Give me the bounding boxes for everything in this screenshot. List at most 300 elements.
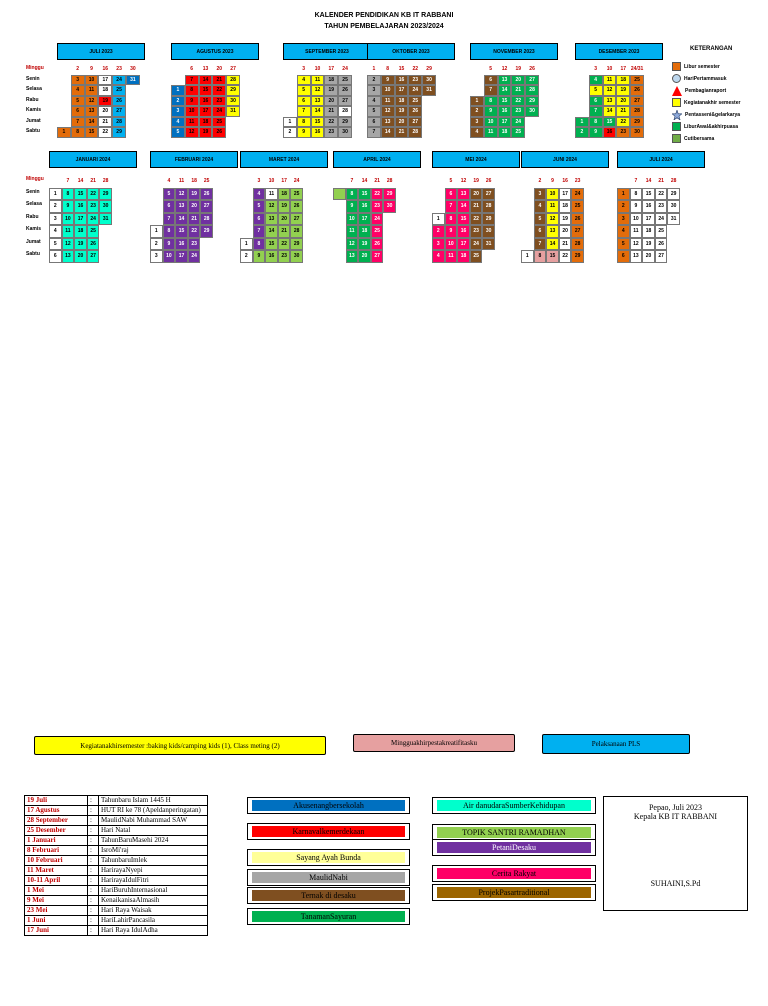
pls-box: Pelaksanaan PLS bbox=[542, 734, 690, 754]
calendar-day: 20 bbox=[511, 75, 525, 86]
calendar-day: 4 bbox=[297, 75, 311, 86]
calendar-day: 29 bbox=[482, 213, 495, 226]
calendar-day: 15 bbox=[603, 117, 617, 128]
holiday-row bbox=[25, 816, 208, 826]
calendar-day: 7 bbox=[253, 225, 266, 238]
calendar-day: 22 bbox=[371, 188, 384, 201]
calendar-day: 16 bbox=[395, 75, 409, 86]
calendar-day: 3 bbox=[150, 250, 163, 263]
calendar-day: 25 bbox=[112, 85, 126, 96]
day-label: Rabu bbox=[26, 213, 39, 220]
calendar-day: 20 bbox=[559, 225, 572, 238]
calendar-day: 18 bbox=[74, 225, 87, 238]
calendar-day: 7 bbox=[163, 213, 176, 226]
calendar-day: 29 bbox=[226, 85, 240, 96]
calendar-day: 17 bbox=[498, 117, 512, 128]
calendar-day: 25 bbox=[203, 178, 210, 185]
calendar-day: 10 bbox=[484, 117, 498, 128]
calendar-day: 6 bbox=[589, 96, 603, 107]
calendar-day: 3 bbox=[367, 85, 381, 96]
calendar-day: 11 bbox=[445, 250, 458, 263]
calendar-day: 22 bbox=[655, 188, 668, 201]
calendar-day: 18 bbox=[324, 75, 338, 86]
separator: : bbox=[88, 826, 99, 836]
calendar-day: 29 bbox=[525, 96, 539, 107]
calendar-day: 14 bbox=[603, 106, 617, 117]
calendar-day: 18 bbox=[498, 127, 512, 138]
calendar-day: 17 bbox=[175, 250, 188, 263]
calendar-day: 23 bbox=[324, 127, 338, 138]
holiday-row bbox=[25, 916, 208, 926]
legend-label: Kegiatanakhir semester bbox=[684, 99, 741, 106]
holiday-name: HUT RI ke 78 (Apeldanperingatan) bbox=[99, 806, 208, 816]
calendar-day: 11 bbox=[346, 225, 359, 238]
calendar-day: 3 bbox=[594, 66, 598, 73]
calendar-day: 3 bbox=[71, 75, 85, 86]
calendar-day: 10 bbox=[606, 66, 613, 73]
calendar-day: 16 bbox=[199, 96, 213, 107]
day-label: Senin bbox=[26, 188, 40, 195]
calendar-day: 17 bbox=[328, 66, 335, 73]
calendar-day: 29 bbox=[290, 238, 303, 251]
holiday-name: MaulidNabi Muhammad SAW bbox=[99, 816, 208, 826]
calendar-day: 9 bbox=[90, 66, 93, 73]
calendar-day: 28 bbox=[670, 178, 677, 185]
calendar-day: 19 bbox=[324, 85, 338, 96]
calendar-day: 4 bbox=[432, 250, 445, 263]
calendar-day: 23 bbox=[278, 250, 291, 263]
calendar-day: 7 bbox=[297, 106, 311, 117]
theme-label: Sayang Ayah Bunda bbox=[252, 852, 405, 863]
calendar-day: 24 bbox=[87, 213, 100, 226]
holiday-name: HariLahirPancasila bbox=[99, 916, 208, 926]
calendar-day: 7 bbox=[185, 75, 199, 86]
calendar-day: 15 bbox=[358, 188, 371, 201]
calendar-day: 21 bbox=[98, 117, 112, 128]
calendar-day: 29 bbox=[383, 188, 396, 201]
calendar-day: 4 bbox=[534, 200, 547, 213]
theme-box bbox=[247, 887, 410, 904]
separator: : bbox=[88, 906, 99, 916]
calendar-day: 17 bbox=[74, 213, 87, 226]
holiday-table bbox=[24, 795, 208, 936]
month-header: JUNI 2024 bbox=[521, 151, 609, 168]
calendar-day: 18 bbox=[191, 178, 197, 185]
calendar-day: 27 bbox=[525, 75, 539, 86]
calendar-day: 14 bbox=[498, 85, 512, 96]
holiday-date: 1 Januari bbox=[25, 836, 88, 846]
calendar-day: 15 bbox=[311, 117, 325, 128]
color-swatch bbox=[672, 98, 681, 107]
calendar-day: 16 bbox=[102, 66, 109, 73]
calendar-day: 15 bbox=[642, 188, 655, 201]
calendar-day: 21 bbox=[559, 238, 572, 251]
calendar-day: 12 bbox=[603, 85, 617, 96]
calendar-day: 5 bbox=[449, 178, 453, 185]
calendar-day: 22 bbox=[412, 66, 419, 73]
calendar-day: 19 bbox=[395, 106, 409, 117]
calendar-day: 7 bbox=[350, 178, 354, 185]
calendar-day: 16 bbox=[265, 250, 278, 263]
day-label: Jumat bbox=[26, 238, 41, 245]
calendar-day: 15 bbox=[175, 225, 188, 238]
holiday-date: 23 Mei bbox=[25, 906, 88, 916]
calendar-day: 1 bbox=[470, 96, 484, 107]
calendar-day: 15 bbox=[199, 85, 213, 96]
calendar-day: 8 bbox=[185, 85, 199, 96]
calendar-day: 2 bbox=[432, 225, 445, 238]
calendar-day: 22 bbox=[188, 225, 201, 238]
calendar-day: 28 bbox=[630, 106, 644, 117]
calendar-day: 2 bbox=[617, 200, 630, 213]
calendar-day: 28 bbox=[408, 127, 422, 138]
calendar-day: 17 bbox=[620, 66, 627, 73]
calendar-day: 24 bbox=[655, 213, 668, 226]
holiday-row bbox=[25, 866, 208, 876]
calendar-day: 6 bbox=[163, 200, 176, 213]
calendar-day: 11 bbox=[85, 85, 99, 96]
end-semester-activities-box: Kegiatanakhirsemester :baking kids/camping kids (1), Class meting (2) bbox=[34, 736, 326, 755]
calendar-day: 4 bbox=[470, 127, 484, 138]
calendar-day: 5 bbox=[253, 200, 266, 213]
month-header: SEPTEMBER 2023 bbox=[283, 43, 371, 60]
calendar-day: 25 bbox=[338, 75, 352, 86]
calendar-day: 1 bbox=[617, 188, 630, 201]
calendar-day: 14 bbox=[85, 117, 99, 128]
holiday-date: 10 Februari bbox=[25, 856, 88, 866]
calendar-day: 8 bbox=[62, 188, 75, 201]
calendar-day: 3 bbox=[617, 213, 630, 226]
calendar-day: 23 bbox=[188, 238, 201, 251]
calendar-day: 5 bbox=[489, 66, 493, 73]
calendar-day: 13 bbox=[381, 117, 395, 128]
holiday-name: IsroMi'raj bbox=[99, 846, 208, 856]
calendar-day: 4 bbox=[171, 117, 185, 128]
calendar-day: 20 bbox=[98, 106, 112, 117]
calendar-day: 8 bbox=[534, 250, 547, 263]
month-header: APRIL 2024 bbox=[333, 151, 421, 168]
calendar-day: 21 bbox=[658, 178, 664, 185]
separator: : bbox=[88, 916, 99, 926]
separator: : bbox=[88, 856, 99, 866]
calendar-day: 1 bbox=[171, 85, 185, 96]
calendar-day: 8 bbox=[297, 117, 311, 128]
calendar-day: 3 bbox=[302, 66, 306, 73]
calendar-day: 6 bbox=[253, 213, 266, 226]
calendar-day: 11 bbox=[381, 96, 395, 107]
calendar-day: 27 bbox=[371, 250, 384, 263]
holiday-name: KenaikanisaAlmasih bbox=[99, 896, 208, 906]
calendar-day: 2 bbox=[240, 250, 253, 263]
holiday-date: 11 Maret bbox=[25, 866, 88, 876]
calendar-day: 9 bbox=[630, 200, 643, 213]
calendar-day: 9 bbox=[445, 225, 458, 238]
holiday-row bbox=[25, 906, 208, 916]
calendar-day: 20 bbox=[358, 250, 371, 263]
calendar-day: 30 bbox=[226, 96, 240, 107]
calendar-day: 6 bbox=[190, 66, 194, 73]
calendar-day: 24 bbox=[112, 75, 126, 86]
calendar-day: 19 bbox=[98, 96, 112, 107]
calendar-day: 16 bbox=[562, 178, 568, 185]
theme-box bbox=[432, 884, 596, 901]
calendar-day: 7 bbox=[367, 127, 381, 138]
holiday-date: 1 Mei bbox=[25, 886, 88, 896]
calendar-day: 28 bbox=[226, 75, 240, 86]
calendar-day: 23 bbox=[574, 178, 581, 185]
calendar-day: 17 bbox=[98, 75, 112, 86]
calendar-day: 4 bbox=[49, 225, 62, 238]
holiday-row bbox=[25, 856, 208, 866]
holiday-row bbox=[25, 876, 208, 886]
calendar-day: 27 bbox=[408, 117, 422, 128]
theme-box bbox=[432, 839, 596, 856]
calendar-day: 23 bbox=[87, 200, 100, 213]
calendar-day: 27 bbox=[571, 225, 584, 238]
calendar-day: 16 bbox=[642, 200, 655, 213]
calendar-day: 25 bbox=[371, 225, 384, 238]
calendar-day: 9 bbox=[185, 96, 199, 107]
calendar-day: 13 bbox=[346, 250, 359, 263]
color-swatch bbox=[672, 134, 681, 143]
color-swatch bbox=[672, 62, 681, 71]
day-label: Minggu bbox=[26, 65, 44, 71]
calendar-day: 22 bbox=[278, 238, 291, 251]
calendar-day: 25 bbox=[630, 75, 644, 86]
separator: : bbox=[88, 806, 99, 816]
calendar-day: 5 bbox=[589, 85, 603, 96]
calendar-day: 1 bbox=[283, 117, 297, 128]
calendar-day: 12 bbox=[311, 85, 325, 96]
theme-label: PetaniDesaku bbox=[437, 842, 591, 853]
calendar-day: 29 bbox=[667, 188, 680, 201]
calendar-day: 12 bbox=[501, 66, 508, 73]
calendar-day: 1 bbox=[240, 238, 253, 251]
theme-label: TanamanSayuran bbox=[252, 911, 405, 922]
calendar-day: 17 bbox=[559, 188, 572, 201]
month-header: JULI 2023 bbox=[57, 43, 145, 60]
calendar-day: 20 bbox=[616, 96, 630, 107]
signature-box bbox=[603, 796, 748, 911]
legend-item bbox=[672, 110, 740, 120]
legend-label: Pembagianraport bbox=[685, 88, 727, 94]
calendar-day: 24 bbox=[571, 188, 584, 201]
calendar-day: 27 bbox=[482, 188, 495, 201]
calendar-day: 29 bbox=[112, 127, 126, 138]
calendar-day: 2 bbox=[49, 200, 62, 213]
holiday-date: 1 Juni bbox=[25, 916, 88, 926]
calendar-day: 8 bbox=[589, 117, 603, 128]
holiday-name: HariBuruhInternasional bbox=[99, 886, 208, 896]
calendar-day: 30 bbox=[99, 200, 112, 213]
legend-label: Libur semester bbox=[684, 63, 720, 70]
month-header: AGUSTUS 2023 bbox=[171, 43, 259, 60]
calendar-day: 3 bbox=[171, 106, 185, 117]
calendar-day: 23 bbox=[116, 66, 122, 73]
calendar-day: 31 bbox=[226, 106, 240, 117]
calendar-day: 30 bbox=[338, 127, 352, 138]
calendar-day: 5 bbox=[163, 188, 176, 201]
calendar-day: 19 bbox=[559, 213, 572, 226]
calendar-day: 8 bbox=[630, 188, 643, 201]
day-label: Senin bbox=[26, 75, 40, 82]
calendar-day: 26 bbox=[485, 178, 492, 185]
calendar-day: 11 bbox=[311, 75, 325, 86]
creativity-week-box: Mingguakhirpestakreatifitasku bbox=[353, 734, 515, 752]
theme-box bbox=[247, 869, 410, 886]
calendar-day: 13 bbox=[175, 200, 188, 213]
legend-label: Cutibersama bbox=[684, 135, 715, 142]
calendar-day: 5 bbox=[534, 213, 547, 226]
holiday-row bbox=[25, 806, 208, 816]
calendar-day: 18 bbox=[616, 75, 630, 86]
holiday-row bbox=[25, 826, 208, 836]
calendar-day: 16 bbox=[603, 127, 617, 138]
calendar-day: 10 bbox=[445, 238, 458, 251]
calendar-day: 25 bbox=[511, 127, 525, 138]
calendar-day: 9 bbox=[163, 238, 176, 251]
theme-label: Air danudaraSumberKehidupan bbox=[437, 800, 591, 811]
theme-box bbox=[247, 849, 410, 866]
holiday-date: 9 Mei bbox=[25, 896, 88, 906]
calendar-day: 26 bbox=[371, 238, 384, 251]
calendar-day: 4 bbox=[167, 178, 171, 185]
holiday-name: Hari Natal bbox=[99, 826, 208, 836]
calendar-day: 25 bbox=[212, 117, 226, 128]
calendar-day: 14 bbox=[199, 75, 213, 86]
legend-item bbox=[672, 134, 714, 143]
calendar-day: 22 bbox=[87, 188, 100, 201]
calendar-day: 23 bbox=[408, 75, 422, 86]
holiday-date: 17 Juni bbox=[25, 926, 88, 936]
theme-box bbox=[247, 797, 410, 814]
calendar-day: 21 bbox=[374, 178, 380, 185]
calendar-day: 7 bbox=[534, 238, 547, 251]
separator: : bbox=[88, 816, 99, 826]
calendar-day: 13 bbox=[546, 225, 559, 238]
calendar-day: 6 bbox=[534, 225, 547, 238]
calendar-day: 9 bbox=[253, 250, 266, 263]
calendar-day: 13 bbox=[603, 96, 617, 107]
legend-label: LiburAwal&akhirpuasa bbox=[684, 123, 739, 130]
calendar-day: 24 bbox=[188, 250, 201, 263]
calendar-day: 26 bbox=[571, 213, 584, 226]
holiday-row bbox=[25, 926, 208, 936]
theme-label: Akusenangbersekolah bbox=[252, 800, 405, 811]
calendar-day: 9 bbox=[297, 127, 311, 138]
calendar-day: 11 bbox=[603, 75, 617, 86]
calendar-day: 18 bbox=[395, 96, 409, 107]
calendar-day: 18 bbox=[358, 225, 371, 238]
calendar-day: 17 bbox=[395, 85, 409, 96]
calendar-day: 7 bbox=[66, 178, 70, 185]
calendar-day: 14 bbox=[265, 225, 278, 238]
theme-label: ProjekPasartraditional bbox=[437, 887, 591, 898]
calendar-day: 5 bbox=[49, 238, 62, 251]
calendar-day: 17 bbox=[642, 213, 655, 226]
calendar-day: 12 bbox=[62, 238, 75, 251]
calendar-day: 27 bbox=[230, 66, 236, 73]
calendar-day: 12 bbox=[185, 127, 199, 138]
calendar-day: 19 bbox=[616, 85, 630, 96]
holiday-date: 28 September bbox=[25, 816, 88, 826]
calendar-day: 21 bbox=[90, 178, 96, 185]
theme-label: TOPIK SANTRI RAMADHAN bbox=[437, 827, 591, 838]
calendar-day: 29 bbox=[338, 117, 352, 128]
calendar-day: 18 bbox=[457, 250, 470, 263]
calendar-day: 30 bbox=[422, 75, 436, 86]
separator: : bbox=[88, 886, 99, 896]
calendar-day: 7 bbox=[589, 106, 603, 117]
calendar-day: 17 bbox=[457, 238, 470, 251]
calendar-day: 26 bbox=[338, 85, 352, 96]
calendar-day: 19 bbox=[642, 238, 655, 251]
calendar-day: 26 bbox=[630, 85, 644, 96]
day-label: Kamis bbox=[26, 226, 42, 232]
holiday-row bbox=[25, 796, 208, 806]
calendar-day: 21 bbox=[470, 200, 483, 213]
calendar-day: 13 bbox=[311, 96, 325, 107]
calendar-day: 5 bbox=[617, 238, 630, 251]
calendar-day: 22 bbox=[511, 96, 525, 107]
holiday-name: HarirayaNyepi bbox=[99, 866, 208, 876]
calendar-day: 20 bbox=[278, 213, 291, 226]
calendar-day: 20 bbox=[188, 200, 201, 213]
legend-label: Pentasseni&gelarkarya bbox=[685, 112, 741, 118]
calendar-day: 22 bbox=[559, 250, 572, 263]
holiday-name: TahunBaruMasehi 2024 bbox=[99, 836, 208, 846]
calendar-day: 5 bbox=[71, 96, 85, 107]
calendar-day: 19 bbox=[473, 178, 479, 185]
calendar-day: 1 bbox=[49, 188, 62, 201]
calendar-day: 21 bbox=[188, 213, 201, 226]
calendar-day: 19 bbox=[188, 188, 201, 201]
calendar-day: 13 bbox=[202, 66, 209, 73]
calendar-day: 13 bbox=[85, 106, 99, 117]
calendar-day: 26 bbox=[655, 238, 668, 251]
separator: : bbox=[88, 836, 99, 846]
holiday-date: 17 Agustus bbox=[25, 806, 88, 816]
theme-label: Cerita Rakyat bbox=[437, 868, 591, 879]
calendar-day: 28 bbox=[102, 178, 109, 185]
calendar-day: 19 bbox=[278, 200, 291, 213]
calendar-day: 2 bbox=[470, 106, 484, 117]
calendar-day: 2 bbox=[283, 127, 297, 138]
calendar-day: 19 bbox=[74, 238, 87, 251]
calendar-day: 23 bbox=[655, 200, 668, 213]
calendar-day: 21 bbox=[212, 75, 226, 86]
calendar-day: 31 bbox=[667, 213, 680, 226]
calendar-day: 11 bbox=[484, 127, 498, 138]
calendar-day: 10 bbox=[62, 213, 75, 226]
calendar-day: 6 bbox=[617, 250, 630, 263]
calendar-day: 1 bbox=[150, 225, 163, 238]
calendar-day: 6 bbox=[445, 188, 458, 201]
calendar-day: 14 bbox=[457, 200, 470, 213]
calendar-day: 3 bbox=[432, 238, 445, 251]
calendar-day: 30 bbox=[630, 127, 644, 138]
calendar-day: 25 bbox=[571, 200, 584, 213]
holiday-name: TahunbaruImlek bbox=[99, 856, 208, 866]
calendar-day: 13 bbox=[457, 188, 470, 201]
calendar-day: 10 bbox=[346, 213, 359, 226]
calendar-day: 15 bbox=[265, 238, 278, 251]
calendar-day: 9 bbox=[484, 106, 498, 117]
legend-item bbox=[672, 86, 726, 96]
holiday-date: 8 Februari bbox=[25, 846, 88, 856]
calendar-day: 21 bbox=[616, 106, 630, 117]
calendar-day: 21 bbox=[395, 127, 409, 138]
